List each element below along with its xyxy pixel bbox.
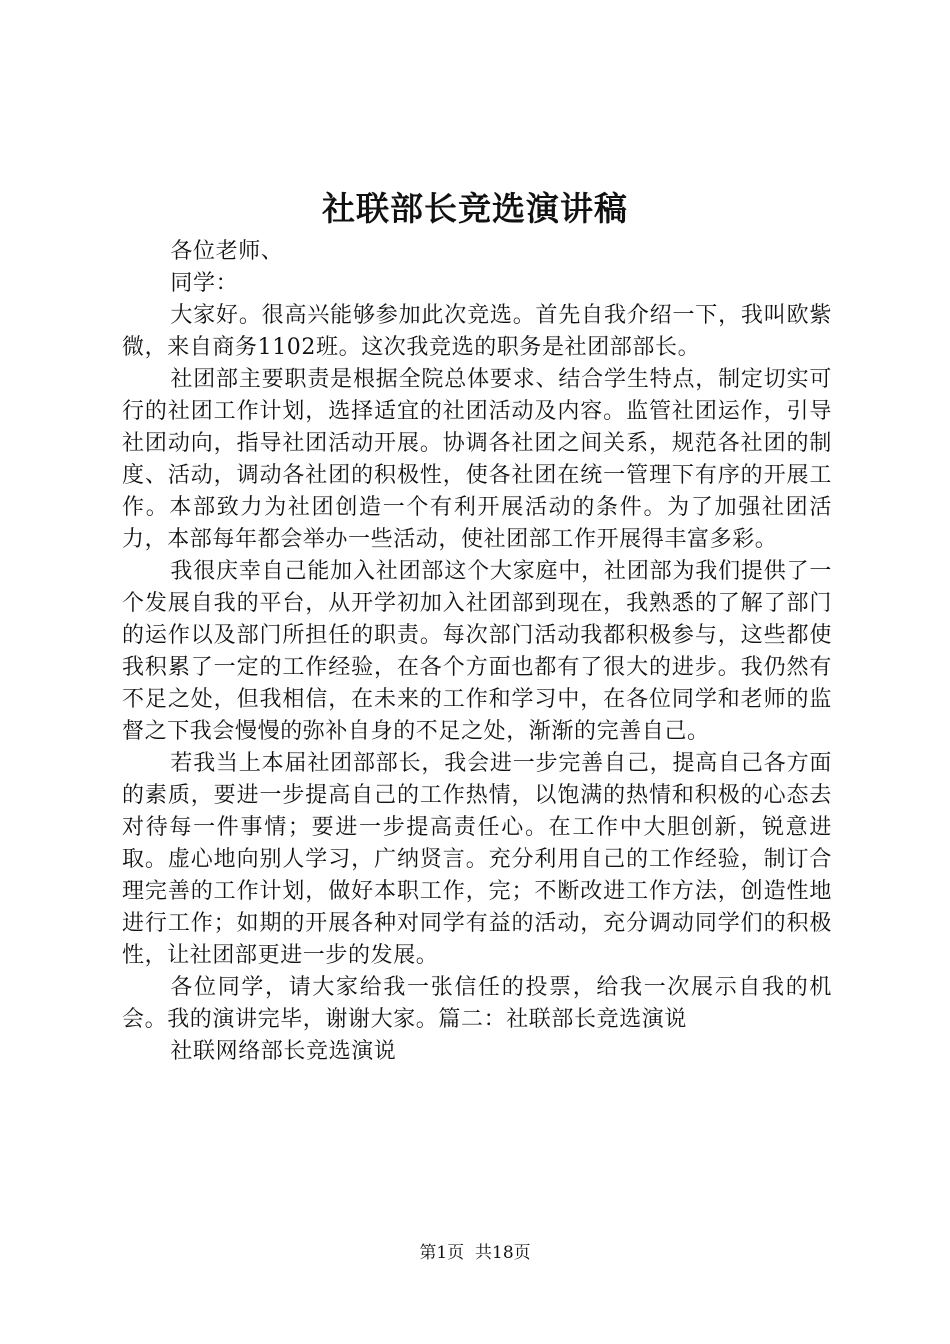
document-title: 社联部长竞选演讲稿 [322, 189, 628, 228]
document-body [122, 236, 832, 1068]
paragraph-introduction: 大家好。很高兴能够参加此次竞选。首先自我介绍一下，我叫欧紫微，来自商务1102班。这次我竞选的职务是社团部部长。 [122, 303, 832, 360]
salutation-line-2: 同学： [170, 271, 239, 296]
paragraph-duties: 社团部主要职责是根据全院总体要求、结合学生特点，制定切实可行的社团工作计划，选择适宜的社团活动及内容。监管社团运作，引导社团动向，指导社团活动开展。协调各社团之间关系，规范各社团的制度、活动，调动各社团的积极性，使各社团在统一管理下有序的开展工作。本部致力为社团创造一个有利开展活动的条件。为了加强社团活力，本部每年都会举办一些活动，使社团部工作开展得丰富多彩。 [122, 367, 832, 552]
salutation-line-1: 各位老师、 [170, 239, 284, 264]
paragraph-next-title: 社联网络部长竞选演说 [170, 1039, 397, 1064]
paragraph-closing: 各位同学，请大家给我一张信任的投票，给我一次展示自我的机会。我的演讲完毕，谢谢大家。篇二：社联部长竞选演说 [122, 975, 832, 1032]
paragraph-experience: 我很庆幸自己能加入社团部这个大家庭中，社团部为我们提供了一个发展自我的平台，从开学初加入社团部到现在，我熟悉的了解了部门的运作以及部门所担任的职责。每次部门活动我都积极参与，这些都使我积累了一定的工作经验，在各个方面也都有了很大的进步。我仍然有不足之处，但我相信，在未来的工作和学习中，在各位同学和老师的监督之下我会慢慢的弥补自身的不足之处，渐渐的完善自己。 [122, 559, 832, 744]
paragraph-plans: 若我当上本届社团部部长，我会进一步完善自己，提高自己各方面的素质，要进一步提高自己的工作热情，以饱满的热情和积极的心态去对待每一件事情；要进一步提高责任心。在工作中大胆创新，锐意进取。虚心地向别人学习，广纳贤言。充分利用自己的工作经验，制订合理完善的工作计划，做好本职工作，完；不断改进工作方法，创造性地进行工作；如期的开展各种对同学有益的活动，充分调动同学们的积极性，让社团部更进一步的发展。 [122, 751, 832, 968]
page-footer [0, 1241, 950, 1265]
page-total: 共18页 [475, 1243, 531, 1263]
page-number: 第1页 [419, 1243, 465, 1263]
